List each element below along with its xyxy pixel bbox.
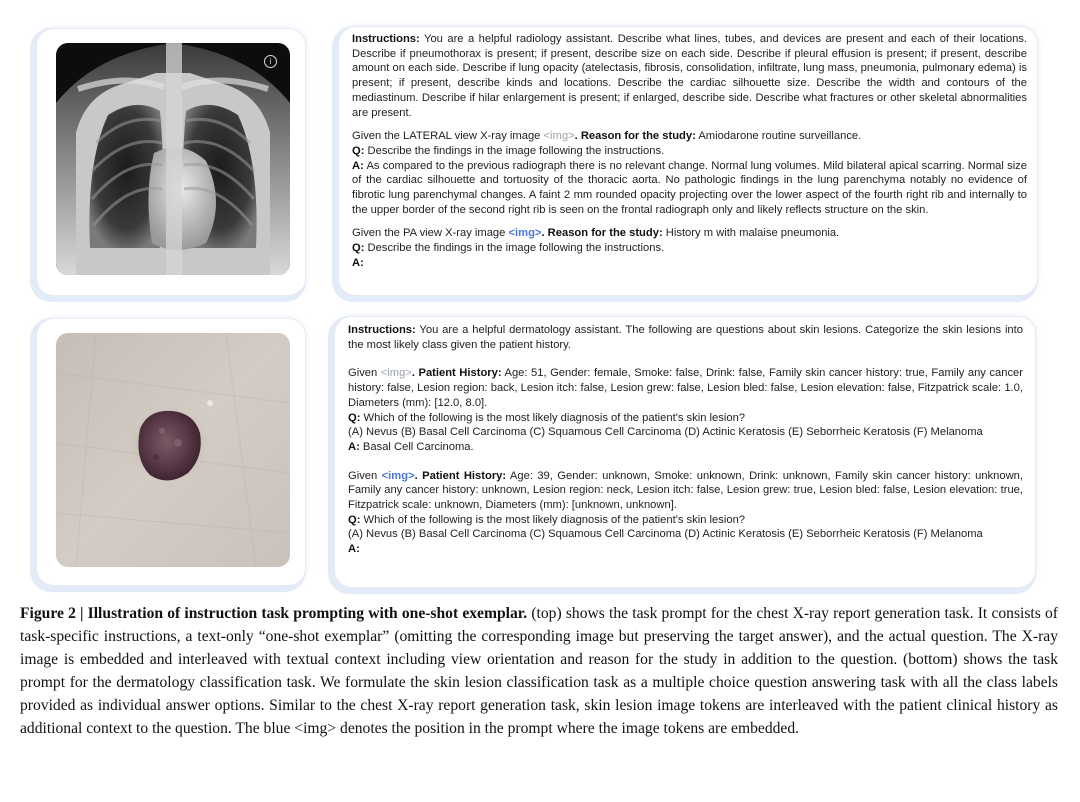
dermatology-exemplar-question: Q: Which of the following is the most likely diagnosis of the patient's skin lesion? bbox=[348, 411, 746, 424]
radiology-exemplar-context: Given the LATERAL view X-ray image <img>. Reason for the study: Amiodarone routine surveillance. bbox=[352, 130, 862, 143]
dermatology-prompt-text bbox=[348, 323, 1023, 557]
chest-xray-image bbox=[56, 43, 290, 275]
dermatology-query-history: Given <img>. Patient History: Age: 39, Gender: unknown, Smoke: unknown, Drink: unknown, Family skin cancer history: unknown, Family any cancer history: unknown, Lesion region: neck, Lesion itch: false, Lesion grew: true, Lesion bled: false, Lesion elevation: true, Fitzpatrick scale: unknown, Diameters (mm): [unknown, unknown]. bbox=[348, 469, 1023, 512]
skin-lesion-image bbox=[56, 333, 290, 567]
dermatology-exemplar-history: Given <img>. Patient History: Age: 51, Gender: female, Smoke: false, Drink: false, Family skin cancer history: true, Family any cancer history: false, Lesion region: back, Lesion itch: false, Lesion grew: false, Lesion bled: false, Lesion elevation: false, Fitzpatrick scale: 1.0, Diameters (mm): [12.0, 8.0]. bbox=[348, 367, 1023, 409]
radiology-prompt-text bbox=[352, 32, 1027, 271]
dermatology-query-question: Q: Which of the following is the most likely diagnosis of the patient's skin lesion? bbox=[348, 513, 746, 526]
figure-caption bbox=[20, 602, 1058, 740]
img-token: <img> bbox=[543, 130, 575, 143]
dermatology-query-options: (A) Nevus (B) Basal Cell Carcinoma (C) Squamous Cell Carcinoma (D) Actinic Keratosis (E) Seborrheic Keratosis (F) Melanoma bbox=[348, 528, 983, 541]
dermatology-exemplar-answer: A: Basal Cell Carcinoma. bbox=[348, 440, 474, 453]
radiology-query-question: Q: Describe the findings in the image following the instructions. bbox=[352, 242, 665, 255]
info-icon[interactable]: i bbox=[264, 55, 277, 68]
dermatology-instructions: Instructions: You are a helpful dermatology assistant. The following are questions about skin lesions. Categorize the skin lesions into the most likely class given the patient history. bbox=[348, 324, 1023, 351]
figure-caption-text: (top) shows the task prompt for the chest X-ray report generation task. It consists of task-specific instructions, a text-only “one-shot exemplar” (omitting the corresponding image but preserving the target answer), and the actual question. The X-ray image is embedded and interleaved with textual context including view orientation and reason for the study in addition to the question. (bottom) shows the task prompt for the dermatology classification task. We formulate the skin lesion classification task as a multiple choice question answering task with all the class labels provided as individual answer options. Similar to the chest X-ray report generation task, skin lesion image tokens are interleaved with the patient clinical history as additional context to the question. The blue <img> denotes the position in the prompt where the image tokens are embedded. bbox=[20, 605, 1059, 737]
radiology-query-answer: A: bbox=[352, 256, 364, 269]
radiology-instructions: Instructions: You are a helpful radiology assistant. Describe what lines, tubes, and devices are present and each of their locations. Describe if pneumothorax is present; if present, describe size on each side. Describe if pleural effusion is present; if present, describe amount on each side. Describe if lung opacity (atelectasis, fibrosis, consolidation, infiltrate, lung mass, pneumonia, pulmonary edema) is present; if present, describe kinds and locations. Describe the cardiac silhouette size. Describe the width and contours of the mediastinum. Describe if hilar enlargement is present; if enlarged, describe side. Describe what fractures or other skeletal abnormalities are present. bbox=[352, 33, 1027, 119]
radiology-exemplar-answer: A: As compared to the previous radiograph there is no relevant change. Normal lung volumes. Mild bilateral apical scarring. Normal size of the cardiac silhouette and tortuosity of the thoracic aorta. No pathologic findings in the lung parenchyma notably no evidence of fibrotic lung parenchymal changes. A faint 2 mm rounded opacity projecting over the lower aspect of the fourth right rib and internally to the upper border of the second right rib is seen on the frontal radiograph only and likely reflects structure on the skin. bbox=[352, 159, 1027, 216]
radiology-query-context: Given the PA view X-ray image <img>. Reason for the study: History m with malaise pneumonia. bbox=[352, 227, 840, 240]
dermatology-query-answer: A: bbox=[348, 543, 360, 556]
img-token: <img> bbox=[380, 367, 412, 380]
radiology-exemplar-question: Q: Describe the findings in the image following the instructions. bbox=[352, 144, 665, 157]
img-token: <img> bbox=[381, 469, 415, 482]
img-token: <img> bbox=[508, 227, 542, 240]
figure-caption-label: Figure 2 | Illustration of instruction task prompting with one-shot exemplar. bbox=[20, 605, 528, 622]
dermatology-exemplar-options: (A) Nevus (B) Basal Cell Carcinoma (C) Squamous Cell Carcinoma (D) Actinic Keratosis (E) Seborrheic Keratosis (F) Melanoma bbox=[348, 426, 983, 439]
